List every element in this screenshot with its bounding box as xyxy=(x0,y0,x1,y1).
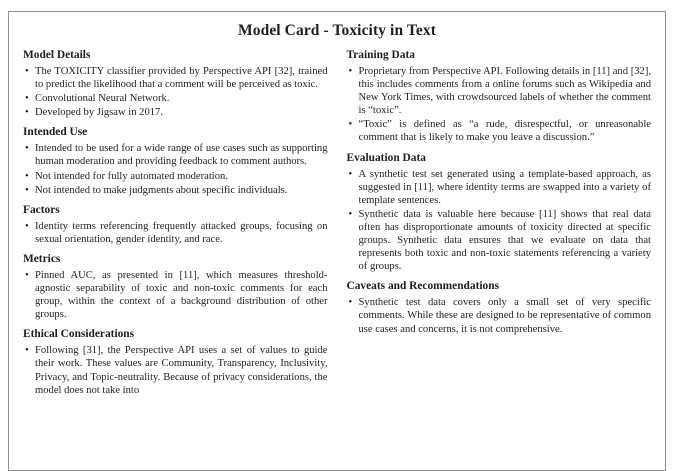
left-column xyxy=(23,49,328,398)
bullet-item: • The TOXICITY classifier provided by Perspective API [32], trained to predict the likelihood that a comment will be perceived as toxic. xyxy=(23,65,328,91)
bullet-item: • Intended to be used for a wide range of use cases such as supporting human moderation and providing feedback to comment authors. xyxy=(23,142,328,168)
section-heading: Training Data xyxy=(346,49,415,61)
section-heading: Evaluation Data xyxy=(346,151,426,164)
section-heading: Ethical Considerations xyxy=(23,328,135,341)
bullet-item: • “Toxic” is defined as “a rude, disrespectful, or unreasonable comment that is likely to make you leave a discussion.” xyxy=(347,118,652,144)
section-heading: Factors xyxy=(23,203,60,216)
bullet-item: • Synthetic test data covers only a small set of very specific comments. While these are designed to be representative of common use cases and concerns, it is not comprehensive. xyxy=(347,296,652,335)
section-bullet-list xyxy=(23,344,328,396)
page-title: Model Card - Toxicity in Text xyxy=(238,22,436,39)
bullet-item: • Convolutional Neural Network. xyxy=(23,92,328,105)
section-bullet-list xyxy=(23,220,328,246)
bullet-item: • Identity terms referencing frequently attacked groups, focusing on sexual orientation, gender identity, and race. xyxy=(23,220,328,246)
two-column-body xyxy=(9,40,665,398)
section-heading: Intended Use xyxy=(23,126,88,139)
section-heading: Caveats and Recommendations xyxy=(346,280,500,293)
bullet-item: • Not intended to make judgments about specific individuals. xyxy=(23,184,328,197)
section-bullet-list xyxy=(347,65,652,145)
bullet-item: • Not intended for fully automated moderation. xyxy=(23,170,328,183)
right-column xyxy=(347,49,652,398)
section-bullet-list xyxy=(23,269,328,321)
bullet-item: • Synthetic data is valuable here because [11] shows that real data often has disproportionate amounts of toxicity directed at specific groups. Synthetic data ensures that we evaluate on data that represents both toxic and non-toxic statements referencing a variety of groups. xyxy=(347,208,652,273)
section-heading: Model Details xyxy=(23,49,91,61)
section-heading: Metrics xyxy=(23,252,61,265)
section-bullet-list xyxy=(23,142,328,196)
section-bullet-list xyxy=(23,65,328,119)
bullet-item: • Proprietary from Perspective API. Following details in [11] and [32], this includes comments from a online forums such as Wikipedia and New York Times, with crowdsourced labels of whether the comment is “toxic”. xyxy=(347,65,652,117)
section-bullet-list xyxy=(347,296,652,335)
model-card-frame xyxy=(8,11,666,471)
bullet-item: • Following [31], the Perspective API uses a set of values to guide their work. These values are Community, Transparency, Inclusivity, Privacy, and Topic-neutrality. Because of privacy considerations, the model does not take into xyxy=(23,344,328,396)
bullet-item: • Developed by Jigsaw in 2017. xyxy=(23,106,328,119)
bullet-item: • Pinned AUC, as presented in [11], which measures threshold-agnostic separability of toxic and non-toxic comments for each group, within the context of a background distribution of other groups. xyxy=(23,269,328,321)
bullet-item: • A synthetic test set generated using a template-based approach, as suggested in [11], where identity terms are swapped into a variety of template sentences. xyxy=(347,168,652,207)
section-bullet-list xyxy=(347,168,652,274)
